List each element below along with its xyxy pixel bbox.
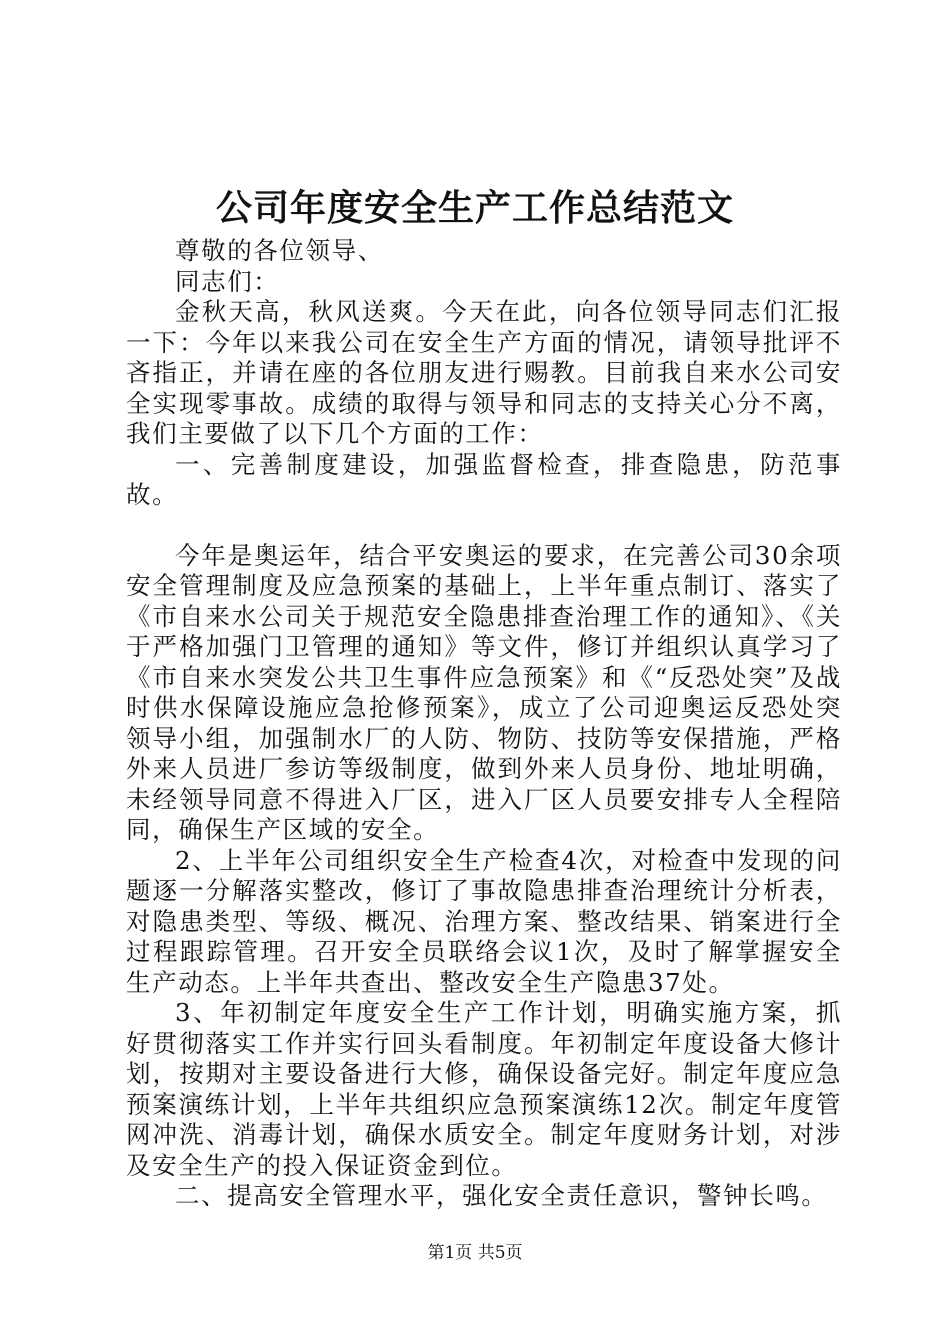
section-heading-1: 一、完善制度建设，加强监督检查，排查隐患，防范事故。 xyxy=(126,449,842,509)
section-heading-2: 二、提高安全管理水平，强化安全责任意识，警钟长鸣。 xyxy=(175,1181,828,1210)
salutation-line-2: 同志们： xyxy=(175,266,280,296)
document-body xyxy=(126,236,842,1212)
page-number: 第1页 共5页 xyxy=(427,1243,523,1263)
body-paragraph-2: 2、上半年公司组织安全生产检查4次，对检查中发现的问题逐一分解落实整改，修订了事故隐患排查治理统计分析表，对隐患类型、等级、概况、治理方案、整改结果、销案进行全过程跟踪管理。召开安全员联络会议1次，及时了解掌握安全生产动态。上半年共查出、整改安全生产隐患37处。 xyxy=(126,845,842,997)
intro-paragraph: 金秋天高，秋风送爽。今天在此，向各位领导同志们汇报一下：今年以来我公司在安全生产方面的情况，请领导批评不吝指正，并请在座的各位朋友进行赐教。目前我自来水公司安全实现零事故。成绩的取得与领导和同志的支持关心分不离，我们主要做了以下几个方面的工作： xyxy=(126,297,842,448)
document-title: 公司年度安全生产工作总结范文 xyxy=(215,187,734,229)
salutation-line-1: 尊敬的各位领导、 xyxy=(175,236,384,265)
body-paragraph-1: 今年是奥运年，结合平安奥运的要求，在完善公司30余项安全管理制度及应急预案的基础上，上半年重点制订、落实了《市自来水公司关于规范安全隐患排查治理工作的通知》、《关于严格加强门卫管理的通知》等文件，修订并组织认真学习了《市自来水突发公共卫生事件应急预案》和《“反恐处突”及战时供水保障设施应急抢修预案》，成立了公司迎奥运反恐处突领导小组，加强制水厂的人防、物防、技防等安保措施，严格外来人员进厂参访等级制度，做到外来人员身份、地址明确，未经领导同意不得进入厂区，进入厂区人员要安排专人全程陪同，确保生产区域的安全。 xyxy=(126,540,842,844)
body-paragraph-3: 3、年初制定年度安全生产工作计划，明确实施方案，抓好贯彻落实工作并实行回头看制度。年初制定年度设备大修计划，按期对主要设备进行大修，确保设备完好。制定年度应急预案演练计划，上半年共组织应急预案演练12次。制定年度管网冲洗、消毒计划，确保水质安全。制定年度财务计划，对涉及安全生产的投入保证资金到位。 xyxy=(126,998,842,1180)
